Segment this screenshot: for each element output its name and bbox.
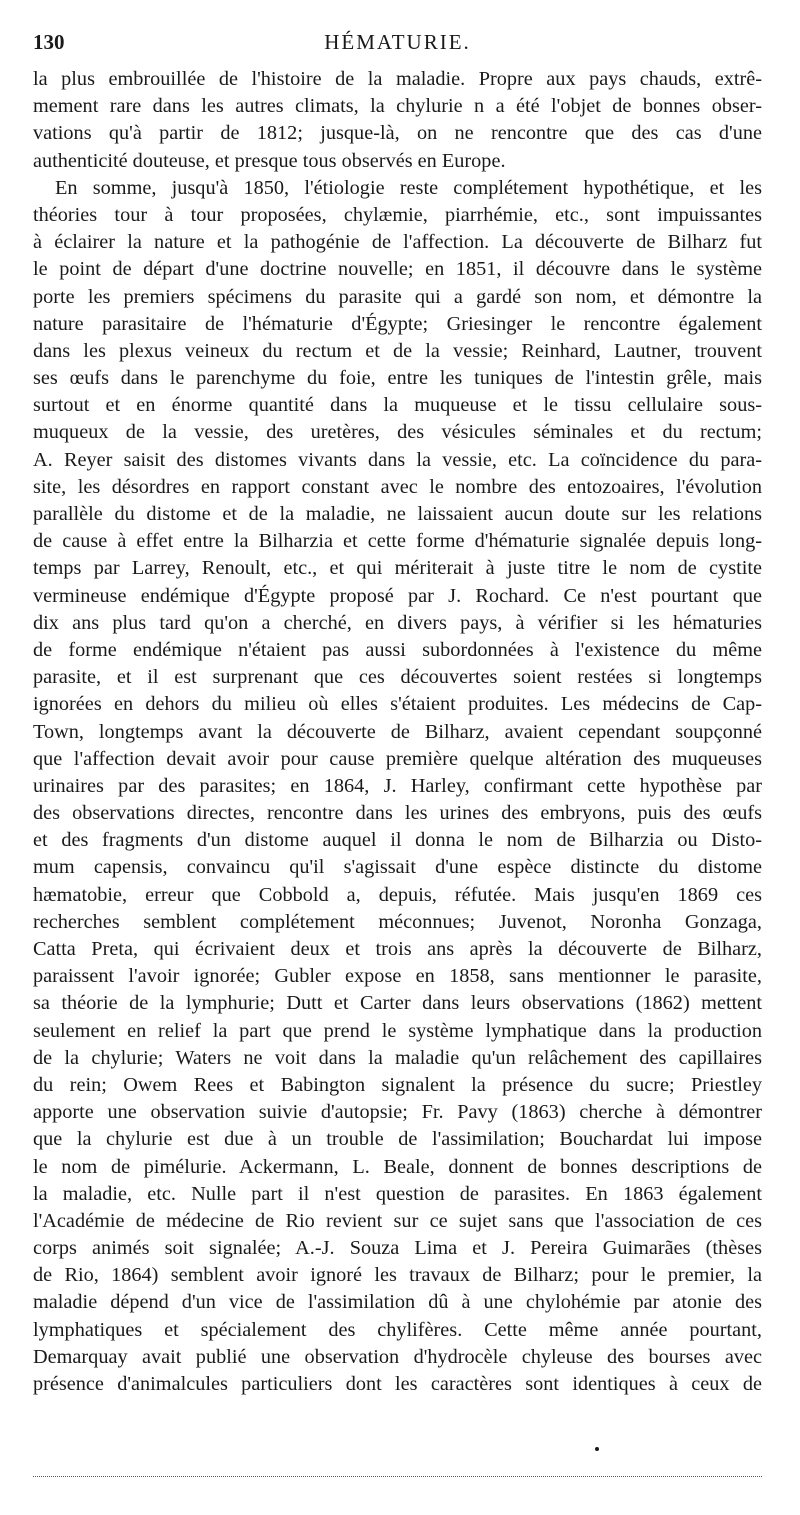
text-line: urinaires par des parasites; en 1864, J. Harley, confirmant cette hypothèse par [33,774,762,797]
text-line: parallèle du distome et de la maladie, ne laissaient aucun doute sur les relations [33,503,762,525]
text-line: dans les plexus veineux du rectum et de la vessie; Reinhard, Lautner, trouvent [33,339,762,362]
text-line: théories tour à tour proposées, chylæmie, piarrhémie, etc., sont impuissantes [33,203,762,226]
text-line: de cause à effet entre la Bilharzia et cette forme d'hématurie signalée depuis long- [33,530,762,553]
text-line: mement rare dans les autres climats, la chylurie n a été l'objet de bonnes obser- [33,95,762,118]
text-line: lymphatiques et spécialement des chylifères. Cette même année pourtant, [33,1318,762,1341]
text-line: et des fragments d'un distome auquel il donna le nom de Bilharzia ou Disto- [33,829,762,852]
text-line: la plus embrouillée de l'histoire de la maladie. Propre aux pays chauds, extrê- [33,68,762,90]
text-line: recherches semblent complétement méconnues; Juvenot, Noronha Gonzaga, [33,910,762,933]
text-line: Town, longtemps avant la découverte de Bilharz, avaient cependant soupçonné [33,720,762,743]
text-line: paraissent l'avoir ignorée; Gubler expose en 1858, sans mentionner le parasite, [33,965,762,988]
text-line: authenticité douteuse, et presque tous observés en Europe. [33,149,506,172]
text-line: de la chylurie; Waters ne voit dans la maladie qu'un relâchement des capillaires [33,1046,762,1069]
text-line: présence d'animalcules particuliers dont les caractères sont identiques à ceux de [33,1373,762,1395]
text-line: A. Reyer saisit des distomes vivants dans la vessie, etc. La coïncidence du para- [33,448,762,471]
text-line: ignorées en dehors du milieu où elles s'étaient produites. Les médecins de Cap- [33,693,762,716]
text-line: vations qu'à partir de 1812; jusque-là, on ne rencontre que des cas d'une [33,122,762,145]
text-line: parasite, et il est surprenant que ces découvertes soient restées si longtemps [33,666,762,689]
text-line: à éclairer la nature et la pathogénie de l'affection. La découverte de Bilharz fut [33,231,762,254]
running-title: HÉMATURIE. [324,30,471,54]
text-line: En somme, jusqu'à 1850, l'étiologie reste complétement hypothétique, et les [55,176,762,199]
text-line: dix ans plus tard qu'on a cherché, en divers pays, à vérifier si les hématuries [33,611,762,634]
text-line: maladie dépend d'un vice de l'assimilation dû à une chylohémie par atonie des [33,1291,762,1314]
text-line: du rein; Owem Rees et Babington signalent la présence du sucre; Priestley [33,1073,762,1096]
text-line: Demarquay avait publié une observation d'hydrocèle chyleuse des bourses avec [33,1345,762,1368]
text-line: nature parasitaire de l'hématurie d'Égypte; Griesinger le rencontre également [33,312,762,335]
text-line: corps animés soit signalée; A.-J. Souza Lima et J. Pereira Guimarães (thèses [33,1237,762,1260]
text-line: le point de départ d'une doctrine nouvelle; en 1851, il découvre dans le système [33,258,762,281]
text-line: Catta Preta, qui écrivaient deux et trois ans après la découverte de Bilharz, [33,938,762,960]
text-line: seulement en relief la part que prend le système lymphatique dans la production [33,1019,762,1042]
page-header [33,30,762,60]
text-line: temps par Larrey, Renoult, etc., et qui mériterait à juste titre le nom de cystite [33,557,762,580]
text-line: vermineuse endémique d'Égypte proposé par J. Rochard. Ce n'est pourtant que [33,584,762,607]
text-line: le nom de pimélurie. Ackermann, L. Beale, donnent de bonnes descriptions de [33,1155,762,1178]
text-line: porte les premiers spécimens du parasite qui a gardé son nom, et démontre la [33,285,762,308]
text-line: des observations directes, rencontre dans les urines des embryons, puis des œufs [33,802,762,825]
text-line: de Rio, 1864) semblent avoir ignoré les travaux de Bilharz; pour le premier, la [33,1264,762,1287]
text-line: apporte une observation suivie d'autopsie; Fr. Pavy (1863) cherche à démontrer [33,1101,762,1124]
text-line: l'Académie de médecine de Rio revient sur ce sujet sans que l'association de ces [33,1209,762,1232]
text-line: hæmatobie, erreur que Cobbold a, depuis, réfutée. Mais jusqu'en 1869 ces [33,883,762,906]
body-text [33,66,762,1398]
text-line: sa théorie de la lymphurie; Dutt et Carter dans leurs observations (1862) mettent [33,992,762,1015]
footer-rule [33,1476,762,1477]
text-line: site, les désordres en rapport constant avec le nombre des entozoaires, l'évolution [33,475,762,498]
text-line: muqueux de la vessie, des uretères, des vésicules séminales et du rectum; [33,421,762,444]
text-line: mum capensis, convaincu qu'il s'agissait d'une espèce distincte du distome [33,856,762,879]
text-line: de forme endémique n'étaient pas aussi subordonnées à l'existence du même [33,638,762,661]
text-line: que l'affection devait avoir pour cause première quelque altération des muqueuses [33,747,762,770]
text-line: la maladie, etc. Nulle part il n'est question de parasites. En 1863 également [33,1182,762,1205]
text-line: que la chylurie est due à un trouble de l'assimilation; Bouchardat lui impose [33,1128,762,1151]
text-line: surtout et en énorme quantité dans la muqueuse et le tissu cellulaire sous- [33,394,762,417]
ink-speck [595,1447,599,1451]
text-line: ses œufs dans le parenchyme du foie, entre les tuniques de l'intestin grêle, mais [33,367,762,390]
page-number: 130 [33,30,65,54]
